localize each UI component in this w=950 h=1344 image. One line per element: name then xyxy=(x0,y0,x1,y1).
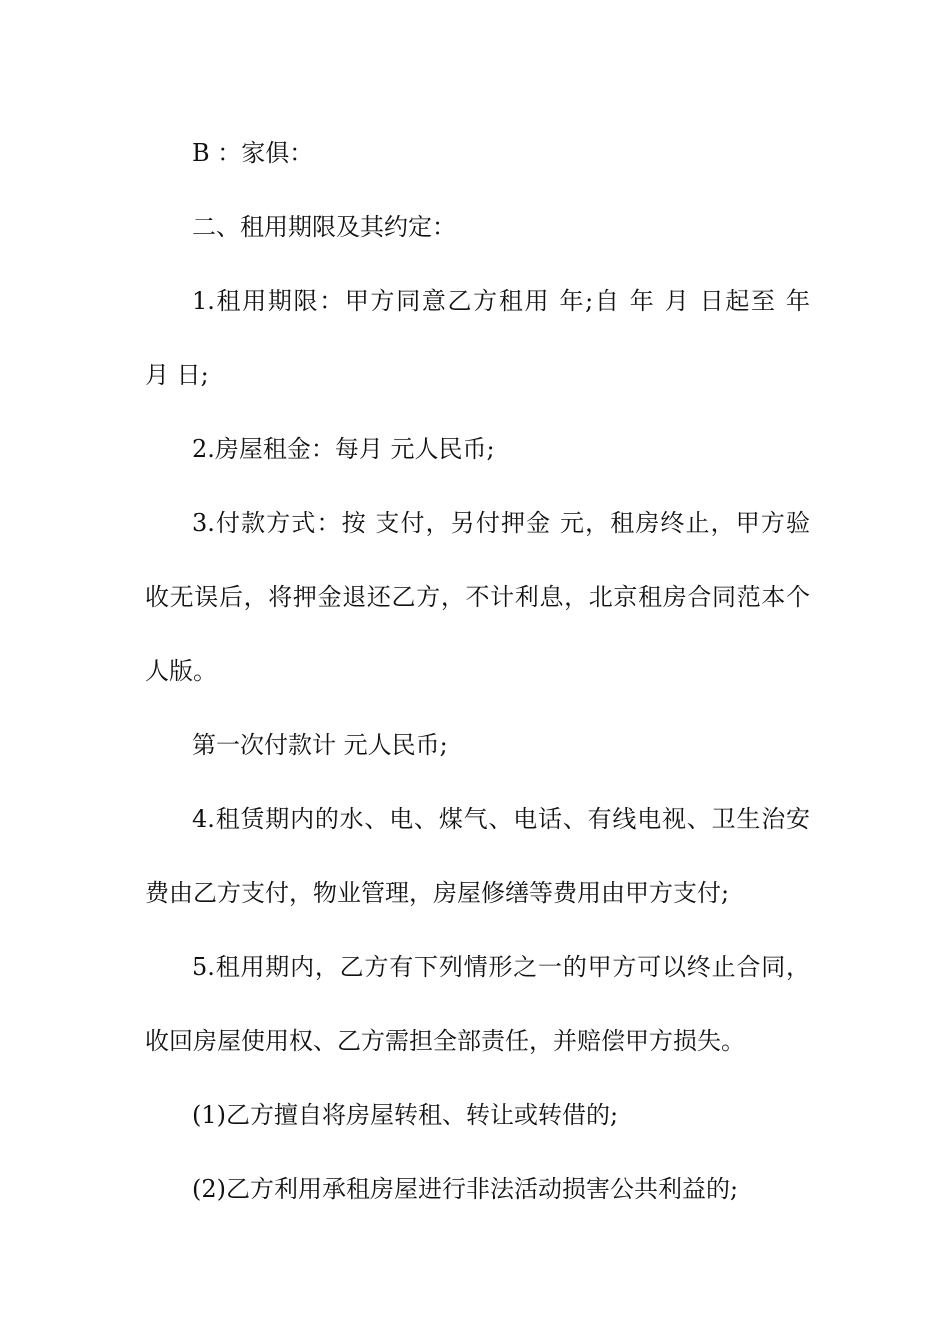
termination-item-1: (1)乙方擅自将房屋转租、转让或转借的; xyxy=(192,1101,619,1129)
section-two-heading: 二、租用期限及其约定： xyxy=(192,213,456,241)
payment-clause-line-2: 收无误后，将押金退还乙方，不计利息，北京租房合同范本个 xyxy=(145,583,810,611)
furniture-item-line: B ：家俱： xyxy=(192,139,314,167)
payment-clause-line-3: 人版。 xyxy=(145,657,217,685)
term-clause-line-2: 月 日; xyxy=(145,361,209,389)
termination-clause-line-2: 收回房屋使用权、乙方需担全部责任，并赔偿甲方损失。 xyxy=(145,1027,745,1055)
first-payment-line: 第一次付款计 元人民币; xyxy=(192,731,448,759)
payment-clause-line-1: 3.付款方式：按 支付，另付押金 元，租房终止，甲方验 xyxy=(192,509,810,537)
rent-clause-line: 2.房屋租金：每月 元人民币; xyxy=(192,435,495,463)
termination-clause-line-1: 5.租用期内，乙方有下列情形之一的甲方可以终止合同， xyxy=(192,953,810,981)
utilities-clause-line-1: 4.租赁期内的水、电、煤气、电话、有线电视、卫生治安 xyxy=(192,805,810,833)
term-clause-line-1: 1.租用期限：甲方同意乙方租用 年;自 年 月 日起至 年 xyxy=(192,287,810,315)
termination-item-2: (2)乙方利用承租房屋进行非法活动损害公共利益的; xyxy=(192,1175,739,1203)
utilities-clause-line-2: 费由乙方支付，物业管理，房屋修缮等费用由甲方支付; xyxy=(145,879,730,907)
